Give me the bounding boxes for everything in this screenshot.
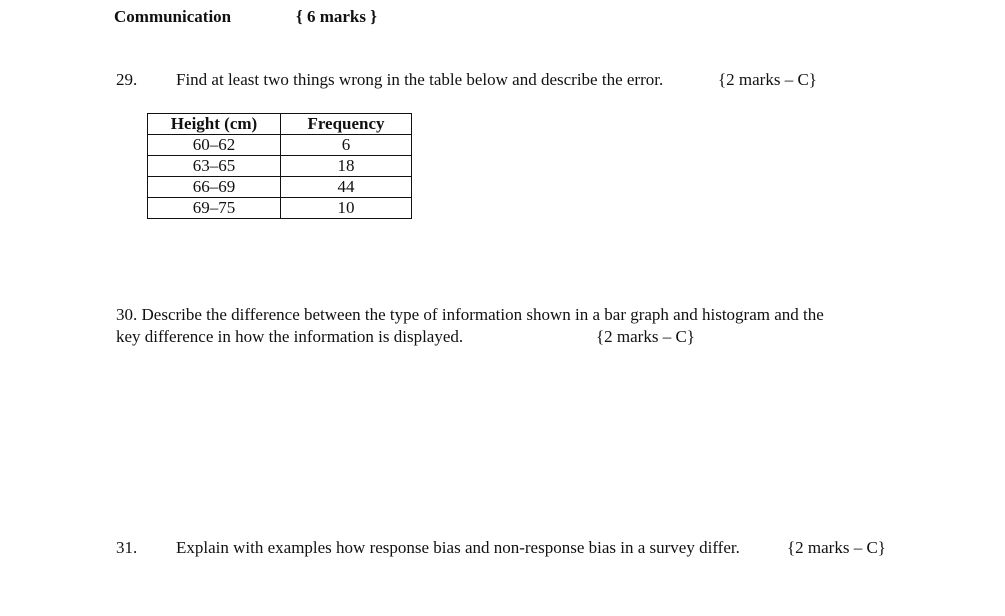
question-30-text-line1: 30. Describe the difference between the type of information shown in a bar graph and histogram and the [116, 305, 824, 324]
question-29-text: Find at least two things wrong in the table below and describe the error. [176, 70, 664, 89]
question-31-number: 31. [116, 538, 138, 557]
height-cell: 63–65 [148, 156, 281, 177]
section-title: Communication [114, 7, 232, 26]
question-30-marks: {2 marks – C} [596, 327, 695, 346]
header-height: Height (cm) [148, 114, 281, 135]
header-frequency: Frequency [281, 114, 412, 135]
question-29-number: 29. [116, 70, 138, 89]
height-cell: 60–62 [148, 135, 281, 156]
frequency-cell: 10 [281, 198, 412, 219]
table-row [148, 177, 412, 198]
height-cell: 69–75 [148, 198, 281, 219]
section-marks: { 6 marks } [296, 7, 377, 26]
height-cell: 66–69 [148, 177, 281, 198]
frequency-table [147, 113, 412, 219]
frequency-cell: 18 [281, 156, 412, 177]
frequency-cell: 6 [281, 135, 412, 156]
frequency-cell: 44 [281, 177, 412, 198]
table-row [148, 135, 412, 156]
question-31-text: Explain with examples how response bias and non-response bias in a survey differ. [176, 538, 740, 557]
table-row [148, 198, 412, 219]
table-header-row [148, 114, 412, 135]
question-31-marks: {2 marks – C} [787, 538, 886, 557]
question-30-text-line2: key difference in how the information is displayed. [116, 327, 464, 346]
question-29-marks: {2 marks – C} [718, 70, 817, 89]
table-row [148, 156, 412, 177]
